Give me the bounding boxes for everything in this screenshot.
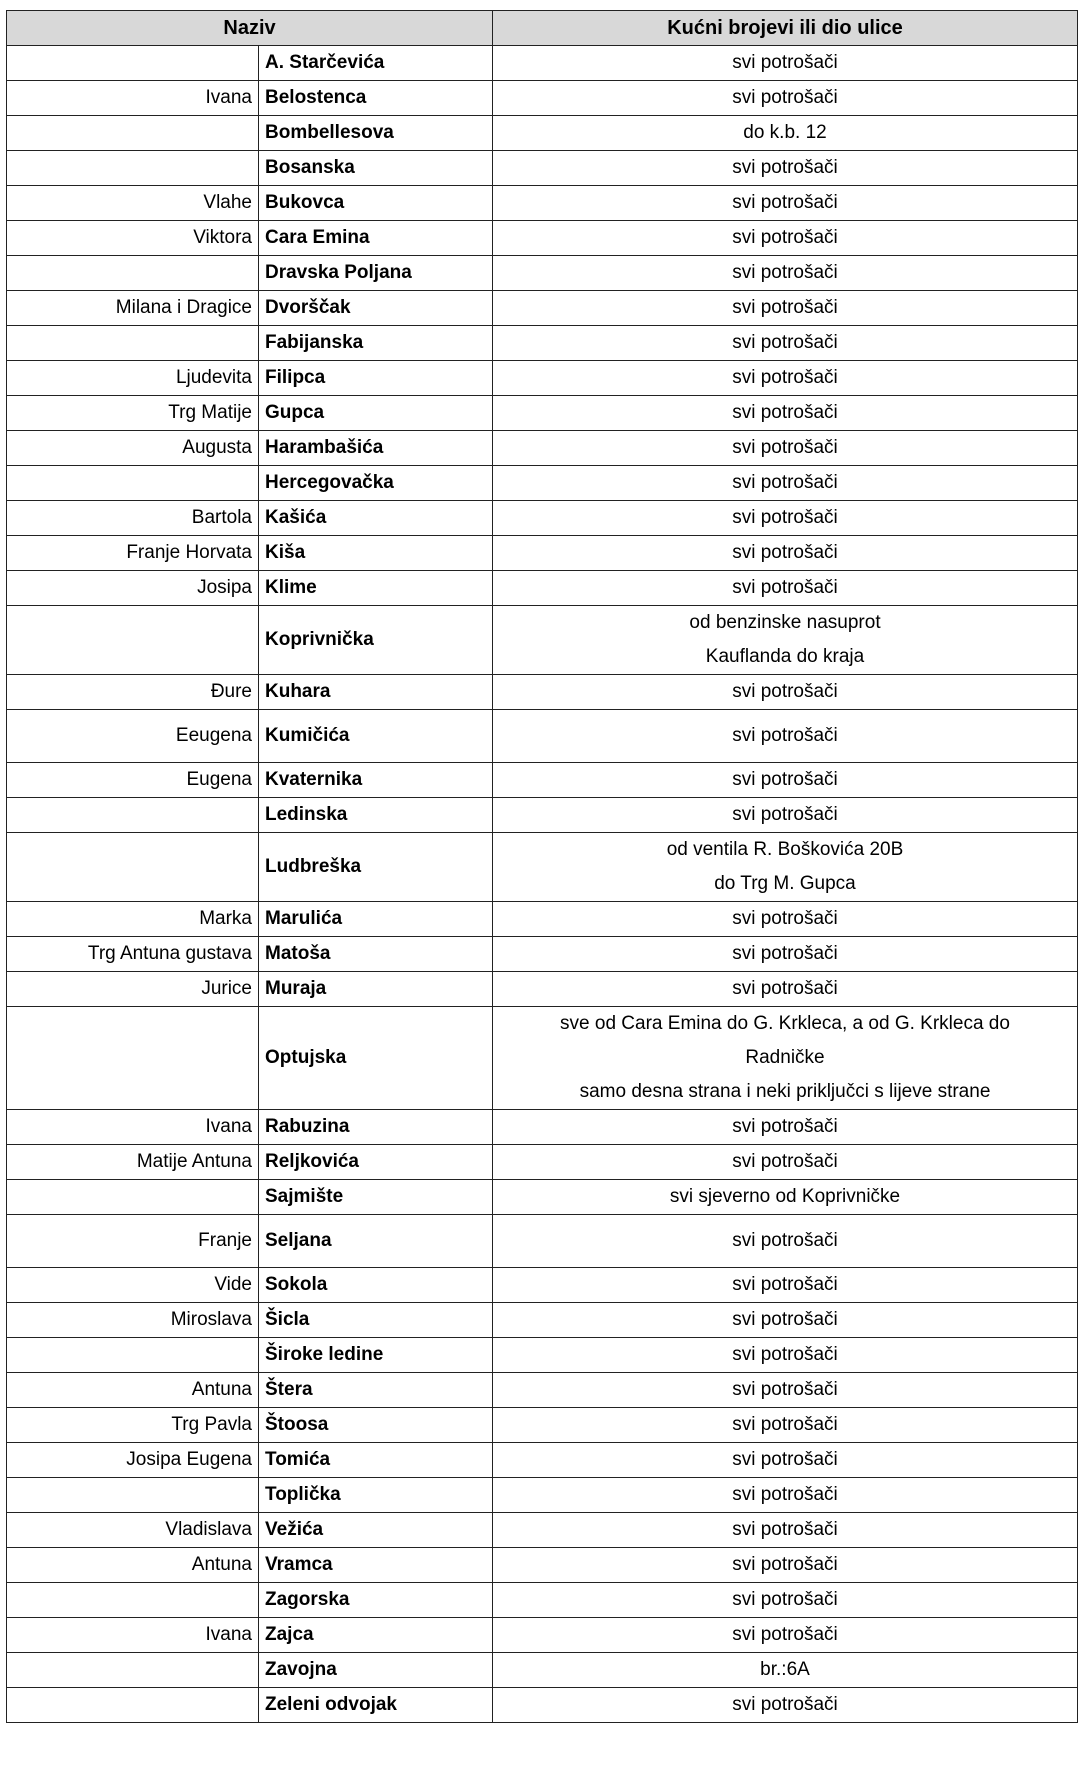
house-numbers-cell xyxy=(493,501,1078,536)
house-numbers-cell xyxy=(493,81,1078,116)
table-header-row xyxy=(7,11,1078,46)
street-given-name: Augusta xyxy=(7,431,259,466)
street-name: Cara Emina xyxy=(259,221,493,256)
table-row xyxy=(7,1688,1078,1723)
house-numbers-line: svi sjeverno od Koprivničke xyxy=(669,1186,901,1207)
street-given-name: Eugena xyxy=(7,763,259,798)
house-numbers-cell xyxy=(493,466,1078,501)
street-given-name: Vladislava xyxy=(7,1513,259,1548)
table-row xyxy=(7,81,1078,116)
house-numbers-cell xyxy=(493,396,1078,431)
house-numbers-line: svi potrošači xyxy=(732,908,838,929)
house-numbers-cell xyxy=(493,116,1078,151)
house-numbers-line: Kauflanda do kraja xyxy=(705,646,865,667)
house-numbers-cell xyxy=(493,151,1078,186)
street-given-name xyxy=(7,1007,259,1110)
house-numbers-cell xyxy=(493,1180,1078,1215)
table-row xyxy=(7,396,1078,431)
house-numbers-line: svi potrošači xyxy=(732,1589,838,1610)
street-given-name: Trg Pavla xyxy=(7,1408,259,1443)
street-given-name: Ivana xyxy=(7,1110,259,1145)
table-row xyxy=(7,361,1078,396)
street-given-name: Miroslava xyxy=(7,1303,259,1338)
house-numbers-cell xyxy=(493,1145,1078,1180)
street-name: Šicla xyxy=(259,1303,493,1338)
street-given-name xyxy=(7,1338,259,1373)
table-row xyxy=(7,902,1078,937)
house-numbers-line: svi potrošači xyxy=(732,681,838,702)
house-numbers-line: svi potrošači xyxy=(732,1379,838,1400)
street-given-name xyxy=(7,151,259,186)
house-numbers-cell xyxy=(493,675,1078,710)
street-name: Seljana xyxy=(259,1215,493,1268)
table-row xyxy=(7,1145,1078,1180)
street-name: Kumičića xyxy=(259,710,493,763)
house-numbers-line: svi potrošači xyxy=(732,1309,838,1330)
house-numbers-line: svi potrošači xyxy=(732,769,838,790)
house-numbers-line: svi potrošači xyxy=(732,262,838,283)
street-given-name: Trg Antuna gustava xyxy=(7,937,259,972)
street-given-name xyxy=(7,1583,259,1618)
house-numbers-line: svi potrošači xyxy=(732,1344,838,1365)
house-numbers-line: svi potrošači xyxy=(732,402,838,423)
table-row xyxy=(7,798,1078,833)
table-row xyxy=(7,1408,1078,1443)
house-numbers-cell xyxy=(493,1653,1078,1688)
table-row xyxy=(7,501,1078,536)
street-given-name: Viktora xyxy=(7,221,259,256)
street-given-name: Vide xyxy=(7,1268,259,1303)
street-name: Matoša xyxy=(259,937,493,972)
street-name: Zajca xyxy=(259,1618,493,1653)
street-name: Štera xyxy=(259,1373,493,1408)
street-name: Štoosa xyxy=(259,1408,493,1443)
street-name: Dvorščak xyxy=(259,291,493,326)
house-numbers-cell xyxy=(493,1007,1078,1110)
house-numbers-line: svi potrošači xyxy=(732,332,838,353)
house-numbers-line: svi potrošači xyxy=(732,227,838,248)
house-numbers-cell xyxy=(493,1688,1078,1723)
house-numbers-line: svi potrošači xyxy=(732,437,838,458)
house-numbers-cell xyxy=(493,1268,1078,1303)
table-row xyxy=(7,1373,1078,1408)
table-row xyxy=(7,466,1078,501)
street-name: Optujska xyxy=(259,1007,493,1110)
table-row xyxy=(7,431,1078,466)
street-name: Ledinska xyxy=(259,798,493,833)
house-numbers-line: od ventila R. Boškovića 20B xyxy=(666,839,904,860)
table-row xyxy=(7,763,1078,798)
street-given-name xyxy=(7,116,259,151)
house-numbers-line: svi potrošači xyxy=(732,1519,838,1540)
table-row xyxy=(7,1443,1078,1478)
street-name: Bukovca xyxy=(259,186,493,221)
table-row xyxy=(7,326,1078,361)
street-name: Vramca xyxy=(259,1548,493,1583)
table-row xyxy=(7,1338,1078,1373)
street-given-name: Eeugena xyxy=(7,710,259,763)
street-given-name: Vlahe xyxy=(7,186,259,221)
street-given-name: Franje Horvata xyxy=(7,536,259,571)
table-row xyxy=(7,186,1078,221)
street-given-name: Đure xyxy=(7,675,259,710)
street-name: Marulića xyxy=(259,902,493,937)
street-given-name: Franje xyxy=(7,1215,259,1268)
house-numbers-line: svi potrošači xyxy=(732,1484,838,1505)
street-name: Ludbreška xyxy=(259,833,493,902)
house-numbers-line: svi potrošači xyxy=(732,542,838,563)
house-numbers-cell xyxy=(493,291,1078,326)
table-row xyxy=(7,291,1078,326)
header-description: Kućni brojevi ili dio ulice xyxy=(493,11,1078,46)
house-numbers-line: svi potrošači xyxy=(732,1624,838,1645)
table-row xyxy=(7,1583,1078,1618)
house-numbers-line: svi potrošači xyxy=(732,1116,838,1137)
street-name: Zeleni odvojak xyxy=(259,1688,493,1723)
street-given-name: Josipa Eugena xyxy=(7,1443,259,1478)
table-row xyxy=(7,1110,1078,1145)
street-given-name: Ivana xyxy=(7,81,259,116)
street-name: Belostenca xyxy=(259,81,493,116)
house-numbers-line: svi potrošači xyxy=(732,367,838,388)
table-row xyxy=(7,151,1078,186)
house-numbers-cell xyxy=(493,1478,1078,1513)
street-name: Zavojna xyxy=(259,1653,493,1688)
house-numbers-cell xyxy=(493,972,1078,1007)
street-name: Kašića xyxy=(259,501,493,536)
street-name: Koprivnička xyxy=(259,606,493,675)
house-numbers-line: svi potrošači xyxy=(732,1151,838,1172)
house-numbers-line: svi potrošači xyxy=(732,1449,838,1470)
house-numbers-line: svi potrošači xyxy=(732,297,838,318)
header-naziv: Naziv xyxy=(7,11,493,46)
street-name: Bombellesova xyxy=(259,116,493,151)
street-given-name: Antuna xyxy=(7,1548,259,1583)
house-numbers-cell xyxy=(493,763,1078,798)
street-name: Dravska Poljana xyxy=(259,256,493,291)
table-row xyxy=(7,606,1078,675)
street-given-name: Ivana xyxy=(7,1618,259,1653)
table-row xyxy=(7,1268,1078,1303)
street-name: Hercegovačka xyxy=(259,466,493,501)
house-numbers-cell xyxy=(493,1338,1078,1373)
house-numbers-cell xyxy=(493,326,1078,361)
street-name: Vežića xyxy=(259,1513,493,1548)
house-numbers-cell xyxy=(493,256,1078,291)
house-numbers-line: svi potrošači xyxy=(732,804,838,825)
street-given-name: Trg Matije xyxy=(7,396,259,431)
street-name: Klime xyxy=(259,571,493,606)
table-row xyxy=(7,1215,1078,1268)
street-given-name xyxy=(7,1653,259,1688)
table-row xyxy=(7,937,1078,972)
house-numbers-cell xyxy=(493,1408,1078,1443)
house-numbers-cell xyxy=(493,571,1078,606)
house-numbers-line: svi potrošači xyxy=(732,1554,838,1575)
house-numbers-cell xyxy=(493,710,1078,763)
house-numbers-line: svi potrošači xyxy=(732,1230,838,1251)
street-name: A. Starčevića xyxy=(259,46,493,81)
street-given-name xyxy=(7,833,259,902)
house-numbers-line: svi potrošači xyxy=(732,507,838,528)
street-given-name xyxy=(7,46,259,81)
house-numbers-cell xyxy=(493,1303,1078,1338)
street-name: Sajmište xyxy=(259,1180,493,1215)
house-numbers-cell xyxy=(493,361,1078,396)
house-numbers-cell xyxy=(493,46,1078,81)
house-numbers-line: br.:6A xyxy=(760,1659,810,1680)
house-numbers-line: samo desna strana i neki priključci s lijeve strane xyxy=(579,1081,991,1102)
house-numbers-cell xyxy=(493,937,1078,972)
house-numbers-cell xyxy=(493,902,1078,937)
table-row xyxy=(7,1618,1078,1653)
house-numbers-line: do k.b. 12 xyxy=(743,122,827,143)
house-numbers-cell xyxy=(493,1110,1078,1145)
house-numbers-line: svi potrošači xyxy=(732,1694,838,1715)
house-numbers-cell xyxy=(493,798,1078,833)
house-numbers-cell xyxy=(493,186,1078,221)
street-name: Muraja xyxy=(259,972,493,1007)
table-row xyxy=(7,1303,1078,1338)
house-numbers-cell xyxy=(493,221,1078,256)
table-row xyxy=(7,1653,1078,1688)
house-numbers-cell xyxy=(493,1215,1078,1268)
table-row xyxy=(7,1548,1078,1583)
street-name: Kvaternika xyxy=(259,763,493,798)
house-numbers-cell xyxy=(493,1618,1078,1653)
street-name: Sokola xyxy=(259,1268,493,1303)
street-given-name: Jurice xyxy=(7,972,259,1007)
table-row xyxy=(7,221,1078,256)
table-row xyxy=(7,1180,1078,1215)
house-numbers-cell xyxy=(493,536,1078,571)
house-numbers-cell xyxy=(493,431,1078,466)
table-row xyxy=(7,536,1078,571)
house-numbers-cell xyxy=(493,833,1078,902)
house-numbers-line: svi potrošači xyxy=(732,52,838,73)
street-given-name xyxy=(7,606,259,675)
street-name: Tomića xyxy=(259,1443,493,1478)
street-name: Rabuzina xyxy=(259,1110,493,1145)
table-row xyxy=(7,710,1078,763)
house-numbers-line: svi potrošači xyxy=(732,192,838,213)
table-row xyxy=(7,972,1078,1007)
street-name: Zagorska xyxy=(259,1583,493,1618)
street-name: Kuhara xyxy=(259,675,493,710)
table-body xyxy=(7,46,1078,1723)
street-name: Kiša xyxy=(259,536,493,571)
house-numbers-cell xyxy=(493,1373,1078,1408)
house-numbers-line: svi potrošači xyxy=(732,1274,838,1295)
house-numbers-line: Radničke xyxy=(745,1047,825,1068)
house-numbers-cell xyxy=(493,606,1078,675)
house-numbers-line: svi potrošači xyxy=(732,87,838,108)
street-given-name: Josipa xyxy=(7,571,259,606)
house-numbers-line: svi potrošači xyxy=(732,577,838,598)
house-numbers-line: svi potrošači xyxy=(732,472,838,493)
table-row xyxy=(7,46,1078,81)
house-numbers-line: svi potrošači xyxy=(732,978,838,999)
table-row xyxy=(7,116,1078,151)
house-numbers-cell xyxy=(493,1583,1078,1618)
street-name: Filipca xyxy=(259,361,493,396)
street-name: Harambašića xyxy=(259,431,493,466)
house-numbers-cell xyxy=(493,1513,1078,1548)
house-numbers-line: od benzinske nasuprot xyxy=(689,612,881,633)
table-row xyxy=(7,675,1078,710)
street-given-name: Bartola xyxy=(7,501,259,536)
street-given-name xyxy=(7,1688,259,1723)
house-numbers-line: do Trg M. Gupca xyxy=(714,873,856,894)
street-table xyxy=(6,10,1078,1723)
street-given-name: Milana i Dragice xyxy=(7,291,259,326)
street-name: Toplička xyxy=(259,1478,493,1513)
house-numbers-line: sve od Cara Emina do G. Krkleca, a od G. Krkleca do xyxy=(560,1013,1010,1034)
table-row xyxy=(7,833,1078,902)
street-given-name xyxy=(7,326,259,361)
street-given-name xyxy=(7,1478,259,1513)
street-given-name xyxy=(7,1180,259,1215)
street-name: Bosanska xyxy=(259,151,493,186)
house-numbers-line: svi potrošači xyxy=(732,943,838,964)
house-numbers-cell xyxy=(493,1443,1078,1478)
street-name: Reljkovića xyxy=(259,1145,493,1180)
street-given-name xyxy=(7,256,259,291)
street-name: Široke ledine xyxy=(259,1338,493,1373)
street-given-name: Ljudevita xyxy=(7,361,259,396)
table-row xyxy=(7,1513,1078,1548)
house-numbers-line: svi potrošači xyxy=(732,1414,838,1435)
street-name: Fabijanska xyxy=(259,326,493,361)
table-row xyxy=(7,1007,1078,1110)
table-row xyxy=(7,571,1078,606)
street-given-name xyxy=(7,798,259,833)
house-numbers-cell xyxy=(493,1548,1078,1583)
street-given-name: Antuna xyxy=(7,1373,259,1408)
table-row xyxy=(7,1478,1078,1513)
street-given-name xyxy=(7,466,259,501)
house-numbers-line: svi potrošači xyxy=(732,725,838,746)
street-given-name: Marka xyxy=(7,902,259,937)
table-row xyxy=(7,256,1078,291)
house-numbers-line: svi potrošači xyxy=(732,157,838,178)
street-given-name: Matije Antuna xyxy=(7,1145,259,1180)
street-name: Gupca xyxy=(259,396,493,431)
